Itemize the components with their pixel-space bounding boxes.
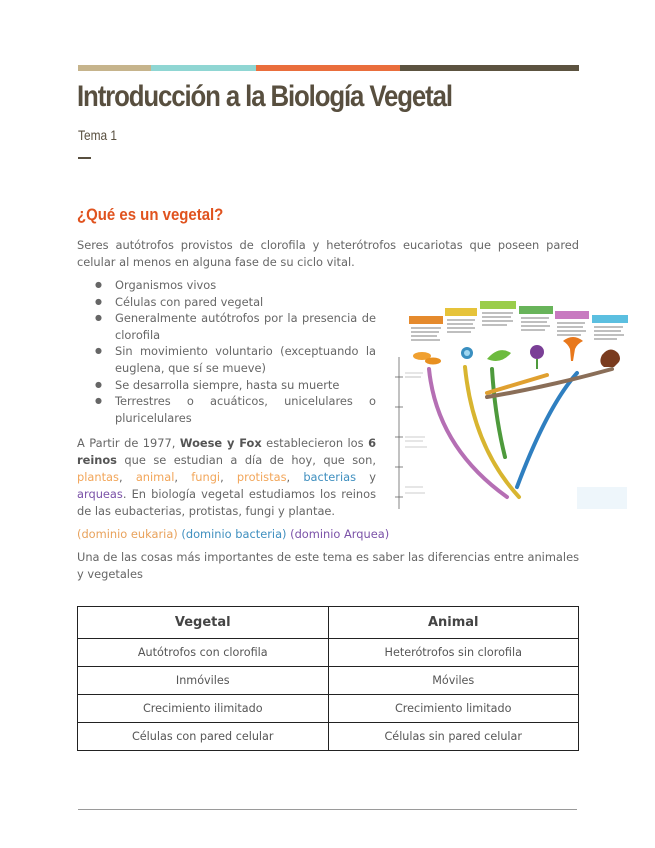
- domain-bacteria: (dominio bacteria): [181, 527, 287, 541]
- list-item: ● Generalmente autótrofos por la presencia de clorofila: [95, 310, 376, 343]
- table-cell: Células con pared celular: [78, 723, 329, 751]
- comparison-table: [77, 606, 579, 751]
- table-cell: Crecimiento ilimitado: [78, 695, 329, 723]
- table-row: [78, 723, 579, 751]
- page-title: Introducción a la Biología Vegetal: [77, 80, 452, 113]
- list-item: ● Células con pared vegetal: [95, 294, 376, 311]
- table-cell: Móviles: [328, 667, 579, 695]
- header-box-1: [409, 316, 443, 324]
- list-item: ● Sin movimiento voluntario (exceptuando la euglena, que sí se mueve): [95, 343, 376, 376]
- page-subtitle: Tema 1: [78, 127, 118, 143]
- header-color-bar: [78, 65, 579, 71]
- header-vegetal: Vegetal: [78, 607, 329, 639]
- domain-arquea: (dominio Arquea): [290, 527, 390, 541]
- section-heading: ¿Qué es un vegetal?: [77, 205, 224, 224]
- table-row: [78, 639, 579, 667]
- header-box-6: [592, 315, 628, 323]
- table-row: [78, 667, 579, 695]
- header-box-4: [519, 306, 553, 314]
- flower-illustration: [530, 345, 544, 359]
- footer-divider: [78, 809, 577, 810]
- domain-eukaria: (dominio eukaria): [77, 527, 178, 541]
- comparison-intro: Una de las cosas más importantes de este tema es saber las diferencias entre animales y vegetales: [77, 550, 580, 581]
- kingdom-animal: animal: [135, 470, 175, 484]
- bullet-list: [95, 277, 376, 426]
- bar-segment-3: [256, 65, 400, 71]
- table-header-row: [78, 607, 579, 639]
- figure-background: [387, 297, 630, 511]
- domains-line: [77, 526, 477, 543]
- bar-segment-4: [400, 65, 579, 71]
- table-cell: Autótrofos con clorofila: [78, 639, 329, 667]
- kingdom-bacterias: bacterias: [303, 470, 357, 484]
- title-divider: [78, 157, 91, 159]
- header-box-3: [480, 301, 516, 309]
- intro-paragraph: Seres autótrofos provistos de clorofila y heterótrofos eucariotas que poseen pared celular al menos en alguna fase de su ciclo vital.: [77, 238, 579, 269]
- list-item: ● Terrestres o acuáticos, unicelulares o pluricelulares: [95, 393, 376, 426]
- table-cell: Inmóviles: [78, 667, 329, 695]
- kingdom-count: 6 reinos: [77, 436, 377, 467]
- header-animal: Animal: [328, 607, 579, 639]
- table-cell: Crecimiento limitado: [328, 695, 579, 723]
- kingdom-plantas: plantas: [77, 470, 119, 484]
- header-box-5: [555, 311, 589, 319]
- table-cell: Células sin pared celular: [328, 723, 579, 751]
- list-item: ● Organismos vivos: [95, 277, 376, 294]
- kingdom-protistas: protistas: [236, 470, 287, 484]
- list-item: ● Se desarrolla siempre, hasta su muerte: [95, 377, 376, 394]
- authors: Woese y Fox: [179, 436, 262, 450]
- kingdoms-paragraph: A Partir de 1977, Woese y Fox establecieron los 6 reinos que se estudian a día de hoy, que son, plantas, animal, fungi, protistas, bacterias y arqueas. En biología vegetal estudiamos los reinos de las eubacterias, protistas, fungi y plantae.: [77, 436, 377, 518]
- kingdom-fungi: fungi: [191, 470, 221, 484]
- kingdoms-tree-figure: [387, 297, 630, 511]
- bar-segment-2: [151, 65, 256, 71]
- table-cell: Heterótrofos sin clorofila: [328, 639, 579, 667]
- figure-overlay: [577, 487, 627, 509]
- header-box-2: [445, 308, 477, 316]
- bar-segment-1: [78, 65, 151, 71]
- table-row: [78, 695, 579, 723]
- kingdom-arqueas: arqueas: [77, 487, 123, 501]
